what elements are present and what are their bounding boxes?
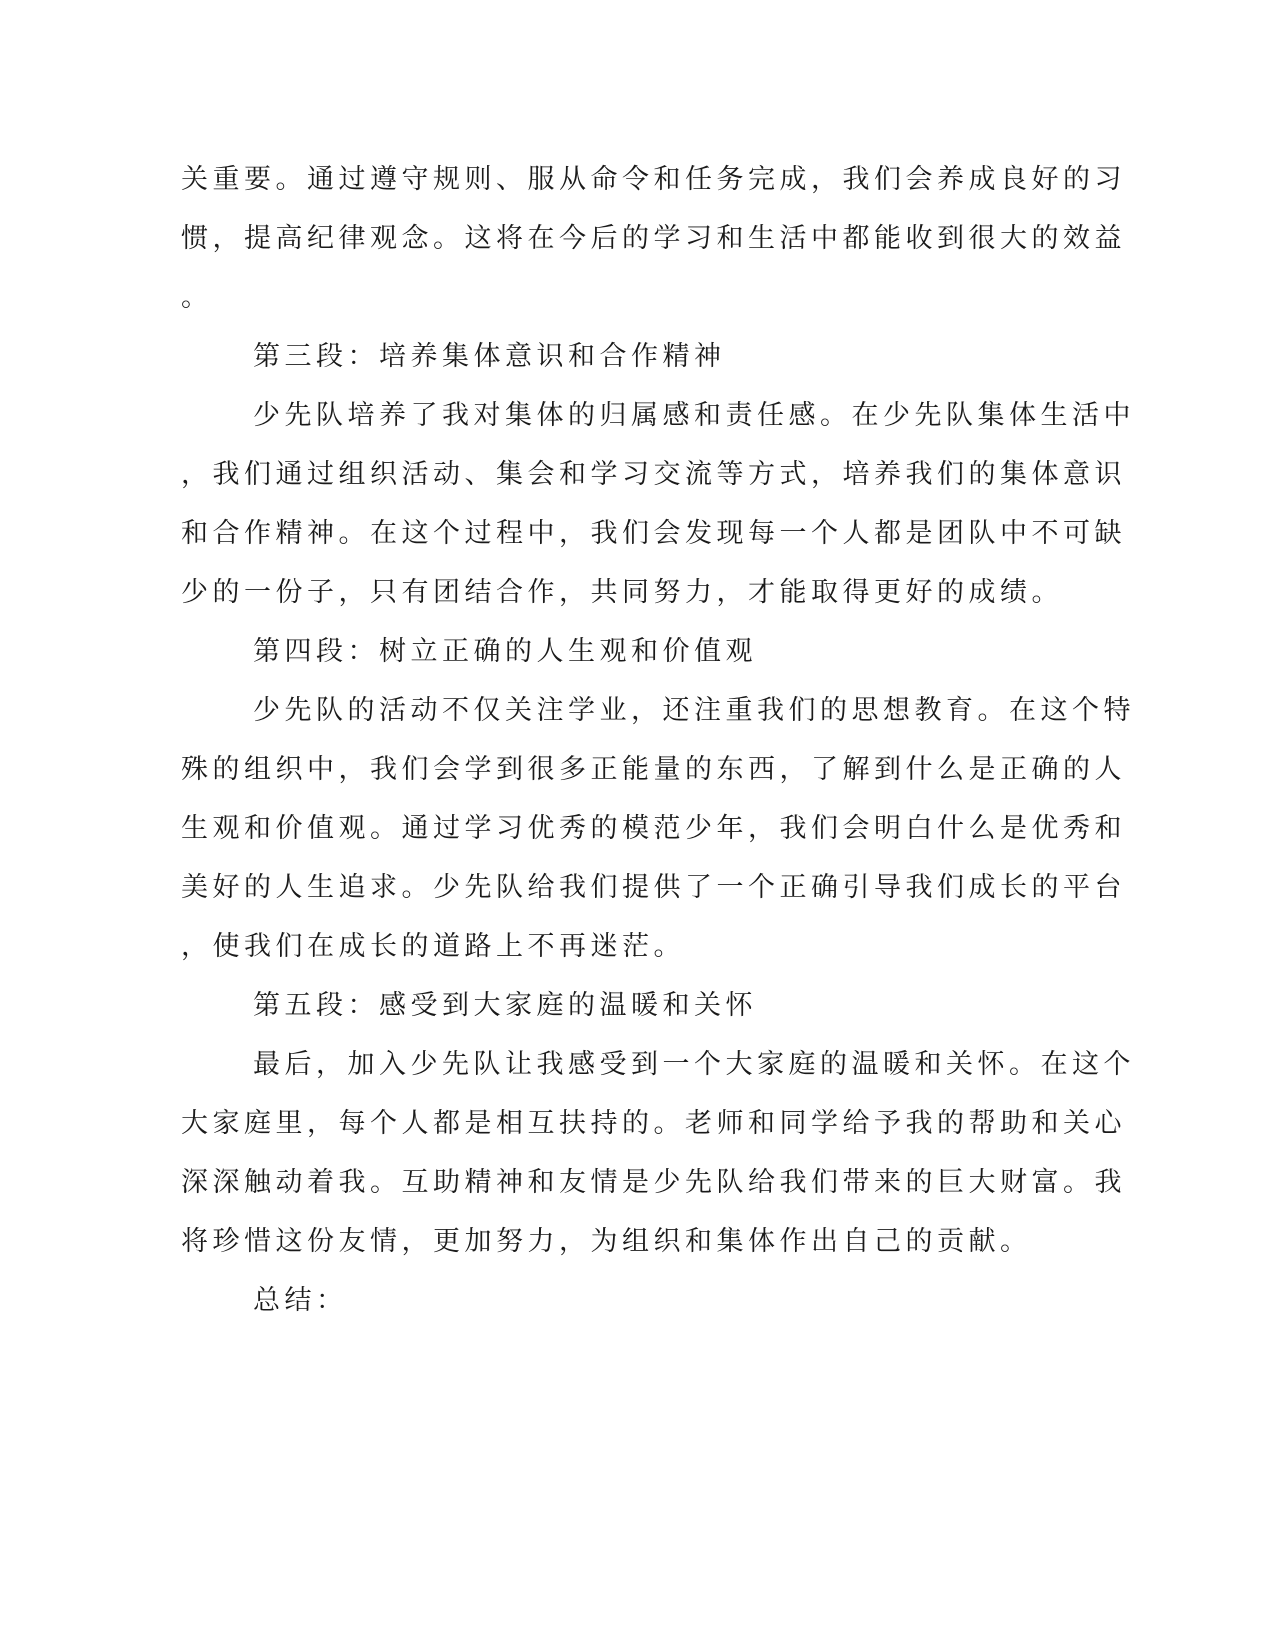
paragraph-4-line-5: ，使我们在成长的道路上不再迷茫。 <box>181 931 685 962</box>
paragraph-3-line-1: 少先队培养了我对集体的归属感和责任感。在少先队集体生活中 <box>253 400 1135 431</box>
paragraph-4-line-2: 殊的组织中，我们会学到很多正能量的东西，了解到什么是正确的人 <box>181 754 1126 785</box>
paragraph-3-line-2: ，我们通过组织活动、集会和学习交流等方式，培养我们的集体意识 <box>181 459 1126 490</box>
section-heading-4: 第四段：树立正确的人生观和价值观 <box>253 636 757 667</box>
paragraph-2-line-end-1: 关重要。通过遵守规则、服从命令和任务完成，我们会养成良好的习 <box>181 164 1126 195</box>
section-heading-3: 第三段：培养集体意识和合作精神 <box>253 341 726 372</box>
paragraph-5-line-3: 深深触动着我。互助精神和友情是少先队给我们带来的巨大财富。我 <box>181 1167 1126 1198</box>
paragraph-5-line-4: 将珍惜这份友情，更加努力，为组织和集体作出自己的贡献。 <box>181 1226 1032 1257</box>
paragraph-5-line-2: 大家庭里，每个人都是相互扶持的。老师和同学给予我的帮助和关心 <box>181 1108 1126 1139</box>
paragraph-5-line-1: 最后，加入少先队让我感受到一个大家庭的温暖和关怀。在这个 <box>253 1049 1135 1080</box>
paragraph-2-line-end-3: 。 <box>181 282 213 313</box>
paragraph-3-line-4: 少的一份子，只有团结合作，共同努力，才能取得更好的成绩。 <box>181 577 1063 608</box>
paragraph-2-line-end-2: 惯，提高纪律观念。这将在今后的学习和生活中都能收到很大的效益 <box>181 223 1126 254</box>
summary-heading: 总结： <box>253 1285 348 1316</box>
paragraph-3-line-3: 和合作精神。在这个过程中，我们会发现每一个人都是团队中不可缺 <box>181 518 1126 549</box>
paragraph-4-line-4: 美好的人生追求。少先队给我们提供了一个正确引导我们成长的平台 <box>181 872 1126 903</box>
paragraph-4-line-3: 生观和价值观。通过学习优秀的模范少年，我们会明白什么是优秀和 <box>181 813 1126 844</box>
paragraph-4-line-1: 少先队的活动不仅关注学业，还注重我们的思想教育。在这个特 <box>253 695 1135 726</box>
section-heading-5: 第五段：感受到大家庭的温暖和关怀 <box>253 990 757 1021</box>
